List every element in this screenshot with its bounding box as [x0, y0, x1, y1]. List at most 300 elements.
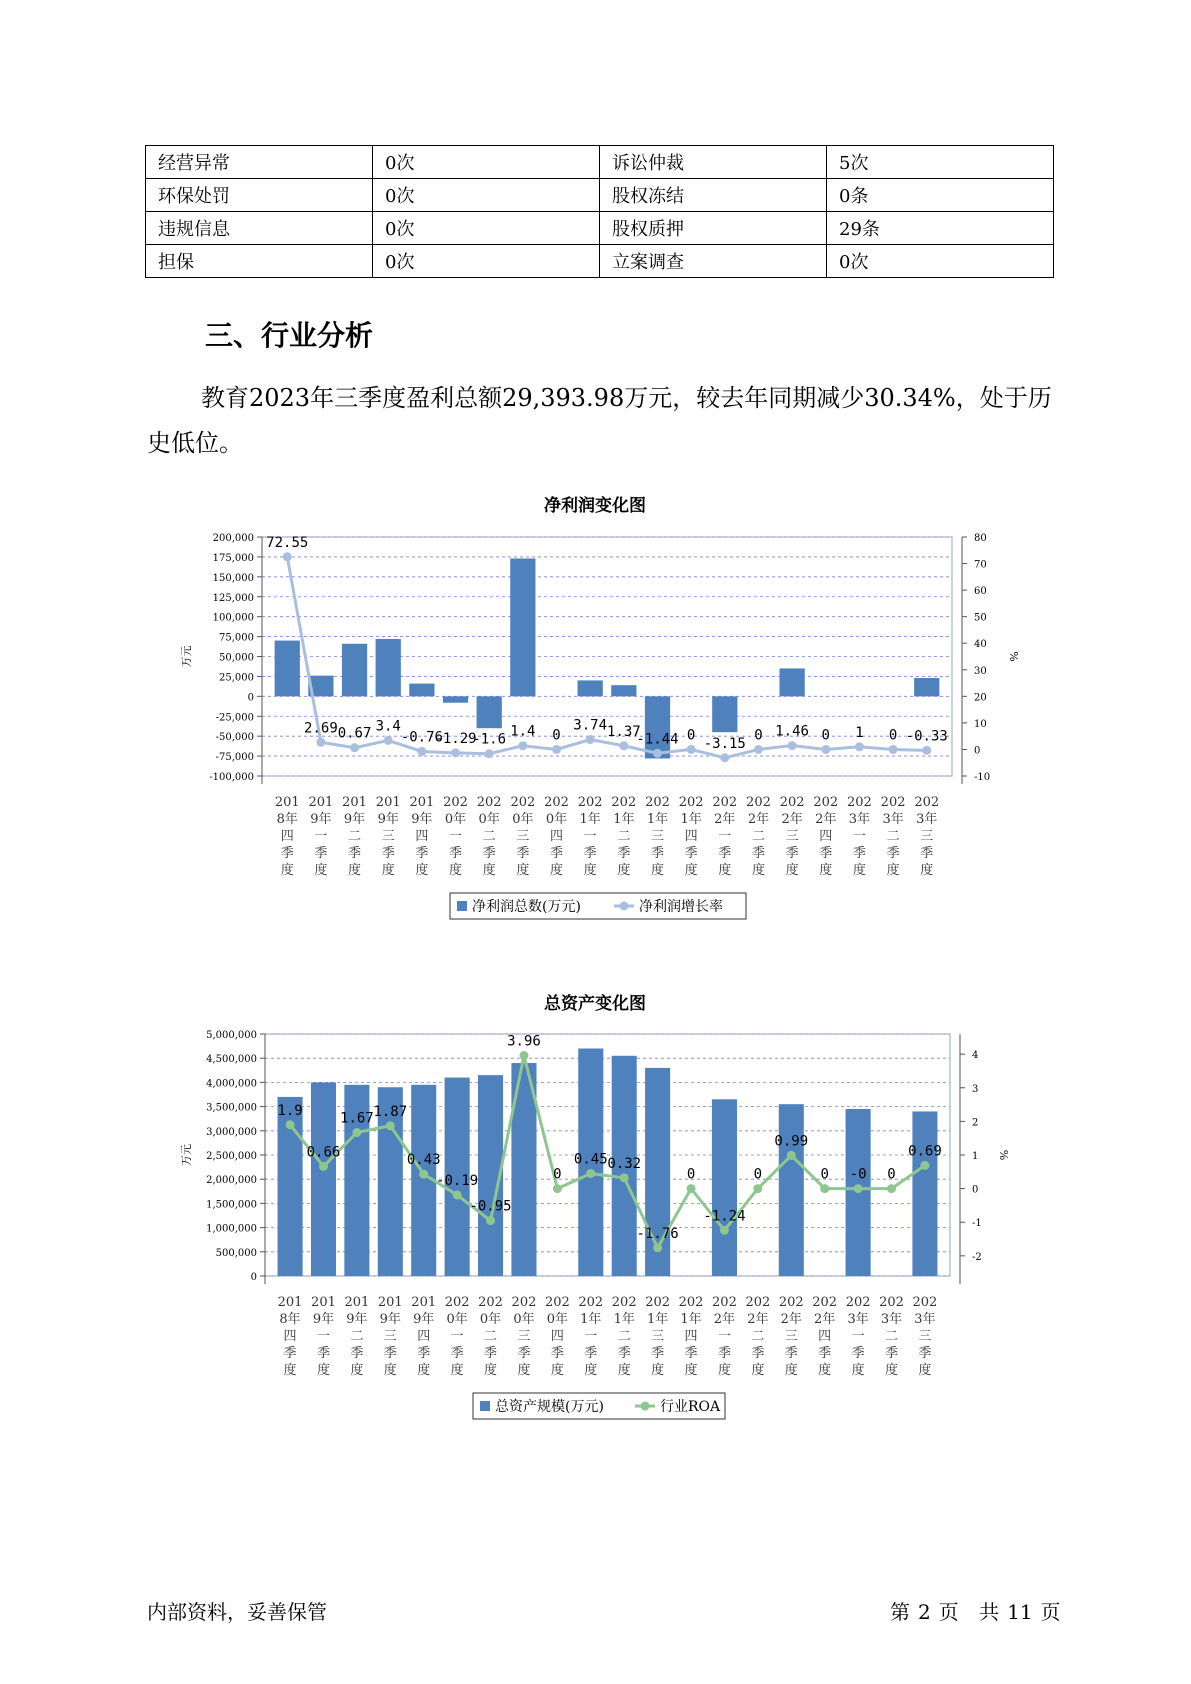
x-tick-label: 3年 — [916, 812, 938, 827]
chart-title: 净利润变化图 — [544, 496, 646, 516]
line-point — [687, 745, 696, 754]
table-cell: 0次 — [373, 179, 600, 212]
line-point — [286, 1120, 295, 1129]
y-tick-label: -100,000 — [209, 772, 254, 783]
x-tick-label: 202 — [712, 1295, 737, 1310]
table-cell: 0次 — [373, 212, 600, 245]
x-tick-label: 度 — [516, 863, 530, 878]
x-tick-label: 202 — [645, 1295, 671, 1310]
x-tick-label: 季 — [684, 1346, 698, 1361]
x-tick-label: 三 — [651, 1329, 665, 1344]
x-tick-label: 1年 — [680, 812, 702, 827]
line-point — [352, 1128, 361, 1137]
table-cell: 0次 — [373, 245, 600, 278]
line-point — [586, 735, 595, 744]
legend-line-label: 行业ROA — [660, 1399, 721, 1415]
y-tick-label: 500,000 — [215, 1247, 257, 1259]
x-tick-label: 202 — [779, 795, 805, 810]
x-tick-label: 季 — [381, 846, 395, 861]
x-tick-label: 季 — [550, 1346, 564, 1361]
x-tick-label: 度 — [417, 1363, 431, 1378]
x-tick-label: 0年 — [446, 1312, 468, 1327]
x-tick-label: 二 — [484, 1329, 498, 1344]
line-point — [720, 753, 729, 762]
data-label: -1.44 — [636, 731, 679, 748]
data-label: 0 — [552, 727, 561, 744]
x-tick-label: 季 — [417, 1346, 431, 1361]
data-label: 0 — [888, 727, 898, 744]
x-tick-label: 季 — [718, 846, 732, 861]
x-tick-label: 1年 — [646, 1312, 669, 1327]
data-label: 3.74 — [573, 717, 608, 734]
x-tick-label: 三 — [920, 829, 934, 844]
line-point — [453, 1190, 462, 1199]
y2-tick-label: -1 — [972, 1218, 982, 1230]
table-row — [146, 245, 1054, 278]
total-pages: 11 — [1007, 1600, 1033, 1624]
x-tick-label: 一 — [584, 1329, 598, 1344]
data-label: 0 — [754, 727, 763, 744]
y-tick-label: 1,000,000 — [206, 1223, 257, 1235]
y-axis-title: 万元 — [180, 645, 193, 668]
x-tick-label: 季 — [650, 846, 664, 861]
y-tick-label: 150,000 — [212, 572, 254, 584]
x-tick-label: 201 — [377, 1295, 403, 1310]
table-row — [146, 212, 1054, 245]
x-tick-label: 季 — [516, 846, 530, 861]
table-row — [146, 179, 1054, 212]
x-tick-label: 一 — [717, 1329, 731, 1344]
x-tick-label: 9年 — [346, 1312, 368, 1327]
line-point — [653, 749, 662, 758]
x-tick-label: 202 — [645, 795, 670, 810]
x-tick-label: 季 — [280, 846, 294, 861]
bar — [578, 680, 603, 696]
x-tick-label: 202 — [544, 795, 569, 810]
y2-tick-label: 20 — [974, 692, 987, 704]
table-cell: 股权质押 — [600, 212, 827, 245]
legend-bar-label: 总资产规模(万元) — [495, 1399, 604, 1415]
x-tick-label: 季 — [584, 1346, 598, 1361]
legend-line-marker — [620, 902, 629, 911]
x-tick-label: 季 — [717, 1346, 731, 1361]
y2-tick-label: -10 — [974, 772, 991, 783]
x-tick-label: 一 — [583, 829, 597, 844]
line-point — [720, 1226, 729, 1235]
x-tick-label: 9年 — [413, 1312, 435, 1327]
line-point — [620, 1173, 629, 1182]
x-tick-label: 9年 — [411, 812, 433, 827]
x-tick-label: 季 — [886, 846, 900, 861]
x-tick-label: 202 — [478, 1295, 503, 1310]
x-tick-label: 三 — [383, 1329, 397, 1344]
x-tick-label: 201 — [342, 795, 367, 810]
x-tick-label: 季 — [350, 1346, 364, 1361]
x-tick-label: 度 — [784, 1363, 798, 1378]
x-tick-label: 201 — [277, 1295, 303, 1310]
y2-tick-label: 1 — [972, 1151, 979, 1162]
x-tick-label: 四 — [818, 1329, 832, 1344]
x-tick-label: 度 — [550, 863, 564, 878]
x-tick-label: 2年 — [747, 812, 770, 827]
x-tick-label: 202 — [678, 795, 704, 810]
x-tick-label: 季 — [314, 846, 328, 861]
x-tick-label: 1年 — [613, 1312, 635, 1327]
net-profit-chart — [0, 488, 1191, 948]
data-label: -0.76 — [400, 729, 443, 746]
y-tick-label: -75,000 — [215, 752, 254, 764]
line-point — [855, 742, 864, 751]
bar — [342, 644, 367, 697]
x-tick-label: 一 — [718, 829, 732, 844]
x-tick-label: 季 — [751, 1346, 765, 1361]
x-tick-label: 202 — [511, 1295, 537, 1310]
table-cell: 经营异常 — [146, 146, 373, 179]
data-label: 1 — [855, 724, 864, 741]
line-point — [687, 1184, 696, 1193]
x-tick-label: 三 — [517, 1329, 531, 1344]
x-tick-label: 二 — [617, 829, 631, 844]
y-tick-label: 3,500,000 — [206, 1102, 257, 1114]
x-tick-label: 季 — [920, 846, 934, 861]
line-point — [788, 741, 797, 750]
y-tick-label: -25,000 — [215, 712, 254, 724]
y-tick-label: 125,000 — [212, 592, 254, 604]
x-tick-label: 度 — [584, 1363, 598, 1378]
x-tick-label: 季 — [383, 1346, 397, 1361]
bar — [611, 685, 636, 696]
x-tick-label: 季 — [415, 846, 429, 861]
table-cell: 0次 — [373, 146, 600, 179]
page-number: 2 — [918, 1600, 931, 1624]
x-tick-label: 度 — [751, 1363, 765, 1378]
x-tick-label: 季 — [450, 1346, 464, 1361]
x-tick-label: 3年 — [914, 1312, 936, 1327]
x-tick-label: 一 — [314, 829, 328, 844]
data-label: 0.66 — [306, 1144, 341, 1161]
line-point — [922, 746, 931, 755]
line-point — [417, 747, 426, 756]
y2-axis-title: % — [997, 1149, 1010, 1161]
legend-line-label: 净利润增长率 — [639, 899, 723, 915]
x-tick-label: 2年 — [781, 812, 803, 827]
x-tick-label: 3年 — [880, 1312, 903, 1327]
chart-title: 总资产变化图 — [544, 994, 646, 1014]
data-label: 0 — [887, 1166, 896, 1183]
x-tick-label: 季 — [617, 1346, 631, 1361]
bar — [712, 696, 737, 732]
page-prefix: 第 — [890, 1600, 910, 1624]
x-tick-label: 二 — [885, 1329, 899, 1344]
x-tick-label: 度 — [383, 1363, 397, 1378]
y2-tick-label: 2 — [972, 1117, 979, 1129]
x-tick-label: 四 — [283, 1329, 297, 1344]
data-label: -1.6 — [472, 731, 507, 748]
table-cell: 诉讼仲裁 — [600, 146, 827, 179]
x-tick-label: 202 — [914, 795, 940, 810]
x-tick-label: 度 — [650, 863, 664, 878]
x-tick-label: 三 — [784, 1329, 798, 1344]
x-tick-label: 度 — [918, 1363, 932, 1378]
line-point — [486, 1216, 495, 1225]
x-tick-label: 二 — [617, 1329, 631, 1344]
x-tick-label: 季 — [851, 1346, 865, 1361]
line-point — [553, 1184, 562, 1193]
x-tick-label: 四 — [415, 829, 429, 844]
data-label: 0.99 — [774, 1133, 809, 1150]
x-tick-label: 度 — [617, 1363, 631, 1378]
y2-tick-label: 0 — [974, 745, 981, 757]
data-label: -0 — [849, 1166, 867, 1183]
x-tick-label: 202 — [879, 1295, 904, 1310]
x-tick-label: 202 — [544, 1295, 570, 1310]
data-label: 3.4 — [375, 718, 401, 735]
data-label: 0 — [821, 727, 830, 744]
total-unit: 页 — [1040, 1600, 1061, 1624]
x-tick-label: 2年 — [713, 1312, 736, 1327]
legend-bar-label: 净利润总数(万元) — [472, 899, 581, 915]
y-tick-label: 2,000,000 — [206, 1175, 257, 1187]
x-tick-label: 202 — [880, 795, 906, 810]
line-point — [485, 749, 494, 758]
y-tick-label: 175,000 — [212, 552, 254, 564]
x-tick-label: 度 — [886, 863, 900, 878]
x-tick-label: 度 — [517, 1363, 531, 1378]
data-label: 0.32 — [607, 1155, 642, 1172]
x-tick-label: 四 — [550, 829, 564, 844]
bar — [712, 1099, 737, 1276]
x-tick-label: 0年 — [479, 1312, 502, 1327]
x-tick-label: 一 — [450, 1329, 464, 1344]
x-tick-label: 202 — [778, 1295, 804, 1310]
data-label: 3.96 — [507, 1033, 541, 1050]
legend-bar-swatch — [480, 1401, 490, 1411]
y-tick-label: 0 — [250, 1272, 257, 1283]
data-label: 72.55 — [266, 534, 309, 551]
data-label: 0 — [686, 1166, 696, 1183]
y-tick-label: 4,500,000 — [206, 1054, 257, 1066]
x-tick-label: 2年 — [814, 1312, 836, 1327]
x-tick-label: 0年 — [513, 1312, 535, 1327]
x-tick-label: 度 — [316, 1363, 330, 1378]
x-tick-label: 3年 — [882, 812, 904, 827]
bar — [409, 684, 434, 697]
table-row — [146, 146, 1054, 179]
y-tick-label: 75,000 — [219, 632, 254, 644]
y-tick-label: 25,000 — [219, 672, 254, 684]
x-tick-label: 0年 — [545, 812, 568, 827]
x-tick-label: 四 — [550, 1329, 564, 1344]
x-tick-label: 度 — [314, 863, 328, 878]
x-tick-label: 201 — [274, 795, 300, 810]
analysis-paragraph: 教育2023年三季度盈利总额29,393.98万元，较去年同期减少30.34%，处于历史低位。 — [147, 384, 1052, 457]
y-axis-title: 万元 — [180, 1144, 193, 1166]
x-tick-label: 季 — [818, 1346, 832, 1361]
page-unit: 页 — [938, 1600, 959, 1624]
y2-tick-label: 40 — [974, 639, 987, 651]
x-tick-label: 季 — [348, 846, 362, 861]
x-tick-label: 202 — [745, 1295, 771, 1310]
table-cell: 股权冻结 — [600, 179, 827, 212]
line-point — [821, 745, 830, 754]
x-tick-label: 度 — [482, 863, 496, 878]
x-tick-label: 201 — [375, 795, 401, 810]
y2-tick-label: 0 — [972, 1184, 979, 1196]
x-tick-label: 季 — [885, 1346, 899, 1361]
line-point — [787, 1151, 796, 1160]
x-tick-label: 三 — [785, 829, 799, 844]
x-tick-label: 二 — [482, 829, 496, 844]
y2-tick-label: 50 — [974, 612, 987, 624]
x-tick-label: 三 — [650, 829, 664, 844]
x-tick-label: 1年 — [680, 1312, 702, 1327]
y-tick-label: 200,000 — [212, 533, 254, 544]
bar — [477, 696, 502, 728]
x-tick-label: 度 — [651, 1363, 665, 1378]
net-profit-chart-svg — [0, 488, 1191, 948]
x-tick-label: 一 — [852, 829, 866, 844]
x-tick-label: 一 — [449, 829, 463, 844]
table-cell: 立案调查 — [600, 245, 827, 278]
y-tick-label: 1,500,000 — [206, 1199, 257, 1211]
x-tick-label: 202 — [847, 795, 872, 810]
data-label: -1.29 — [434, 730, 477, 747]
y-tick-label: 3,000,000 — [206, 1126, 257, 1138]
y2-tick-label: 3 — [972, 1083, 979, 1095]
x-tick-label: 度 — [415, 863, 429, 878]
x-tick-label: 季 — [283, 1346, 297, 1361]
table-cell: 担保 — [146, 245, 373, 278]
x-tick-label: 季 — [449, 846, 463, 861]
bar — [311, 1082, 336, 1276]
y-tick-label: -50,000 — [215, 732, 254, 744]
line-point — [419, 1170, 428, 1179]
x-tick-label: 1年 — [613, 812, 635, 827]
bar — [376, 639, 401, 696]
x-tick-label: 9年 — [377, 812, 399, 827]
x-tick-label: 季 — [819, 846, 833, 861]
x-tick-label: 202 — [443, 795, 468, 810]
x-tick-label: 度 — [818, 1363, 832, 1378]
x-tick-label: 三 — [381, 829, 395, 844]
x-tick-label: 9年 — [343, 812, 366, 827]
line-point — [316, 738, 325, 747]
table-cell: 0次 — [827, 245, 1054, 278]
x-tick-label: 201 — [411, 1295, 437, 1310]
line-point — [518, 741, 527, 750]
bar — [443, 696, 468, 702]
x-tick-label: 度 — [885, 1363, 899, 1378]
x-tick-label: 季 — [751, 846, 765, 861]
x-tick-label: 202 — [813, 795, 839, 810]
data-label: 0.69 — [908, 1143, 942, 1160]
x-tick-label: 0年 — [512, 812, 534, 827]
data-label: -3.15 — [703, 735, 746, 752]
x-tick-label: 8年 — [276, 812, 298, 827]
x-tick-label: 202 — [812, 1295, 838, 1310]
total-assets-chart-svg — [0, 986, 1191, 1446]
x-tick-label: 一 — [316, 1329, 330, 1344]
line-point — [754, 745, 763, 754]
x-tick-label: 度 — [550, 1363, 564, 1378]
x-tick-label: 度 — [785, 863, 799, 878]
x-tick-label: 四 — [684, 1329, 698, 1344]
data-label: -0.33 — [905, 728, 948, 745]
table-cell: 29条 — [827, 212, 1054, 245]
x-tick-label: 季 — [517, 1346, 531, 1361]
y2-tick-label: 4 — [972, 1050, 979, 1062]
x-tick-label: 二 — [751, 1329, 765, 1344]
x-tick-label: 202 — [678, 1295, 704, 1310]
data-label: 0.45 — [573, 1151, 608, 1168]
x-tick-label: 0年 — [478, 812, 500, 827]
x-tick-label: 202 — [912, 1295, 938, 1310]
x-tick-label: 度 — [819, 863, 833, 878]
x-tick-label: 度 — [851, 1363, 865, 1378]
data-label: 1.87 — [373, 1103, 408, 1120]
x-tick-label: 202 — [510, 795, 536, 810]
footer-confidential: 内部资料，妥善保管 — [147, 1600, 327, 1624]
data-label: 0.67 — [337, 725, 372, 742]
x-tick-label: 202 — [712, 795, 738, 810]
total-assets-chart — [0, 986, 1191, 1446]
table-cell: 0条 — [827, 179, 1054, 212]
line-point — [386, 1121, 395, 1130]
x-tick-label: 9年 — [310, 812, 332, 827]
x-tick-label: 8年 — [279, 1312, 301, 1327]
x-tick-label: 度 — [583, 863, 597, 878]
y2-tick-label: 10 — [974, 718, 987, 730]
data-label: 2.69 — [304, 720, 338, 737]
x-tick-label: 度 — [450, 1363, 464, 1378]
y2-tick-label: 70 — [974, 559, 987, 571]
data-label: 0 — [753, 1166, 763, 1183]
bar — [914, 678, 939, 696]
x-tick-label: 2年 — [780, 1312, 802, 1327]
risk-info-table — [145, 145, 1054, 278]
bar — [510, 559, 535, 697]
x-tick-label: 一 — [851, 1329, 865, 1344]
line-point — [920, 1161, 929, 1170]
line-point — [854, 1184, 863, 1193]
x-tick-label: 度 — [484, 1363, 498, 1378]
x-tick-label: 四 — [417, 1329, 431, 1344]
data-label: -0.19 — [436, 1172, 479, 1189]
x-tick-label: 度 — [280, 863, 294, 878]
y-tick-label: 5,000,000 — [206, 1030, 257, 1041]
line-point — [753, 1184, 762, 1193]
x-tick-label: 季 — [852, 846, 866, 861]
data-label: 1.9 — [277, 1102, 303, 1119]
legend-bar-swatch — [457, 901, 467, 911]
footer-page-info — [886, 1596, 1065, 1625]
x-tick-label: 度 — [617, 863, 631, 878]
x-tick-label: 2年 — [747, 1312, 769, 1327]
line-point — [552, 745, 561, 754]
x-tick-label: 四 — [819, 829, 833, 844]
x-tick-label: 四 — [280, 829, 294, 844]
x-tick-label: 202 — [444, 1295, 470, 1310]
y2-tick-label: 80 — [974, 533, 987, 544]
x-tick-label: 度 — [852, 863, 866, 878]
table-cell: 环保处罚 — [146, 179, 373, 212]
data-label: 0 — [553, 1166, 562, 1183]
y-tick-label: 0 — [247, 692, 254, 704]
y-tick-label: 4,000,000 — [206, 1078, 257, 1090]
x-tick-label: 201 — [409, 795, 435, 810]
x-tick-label: 度 — [684, 1363, 698, 1378]
x-tick-label: 201 — [308, 795, 334, 810]
